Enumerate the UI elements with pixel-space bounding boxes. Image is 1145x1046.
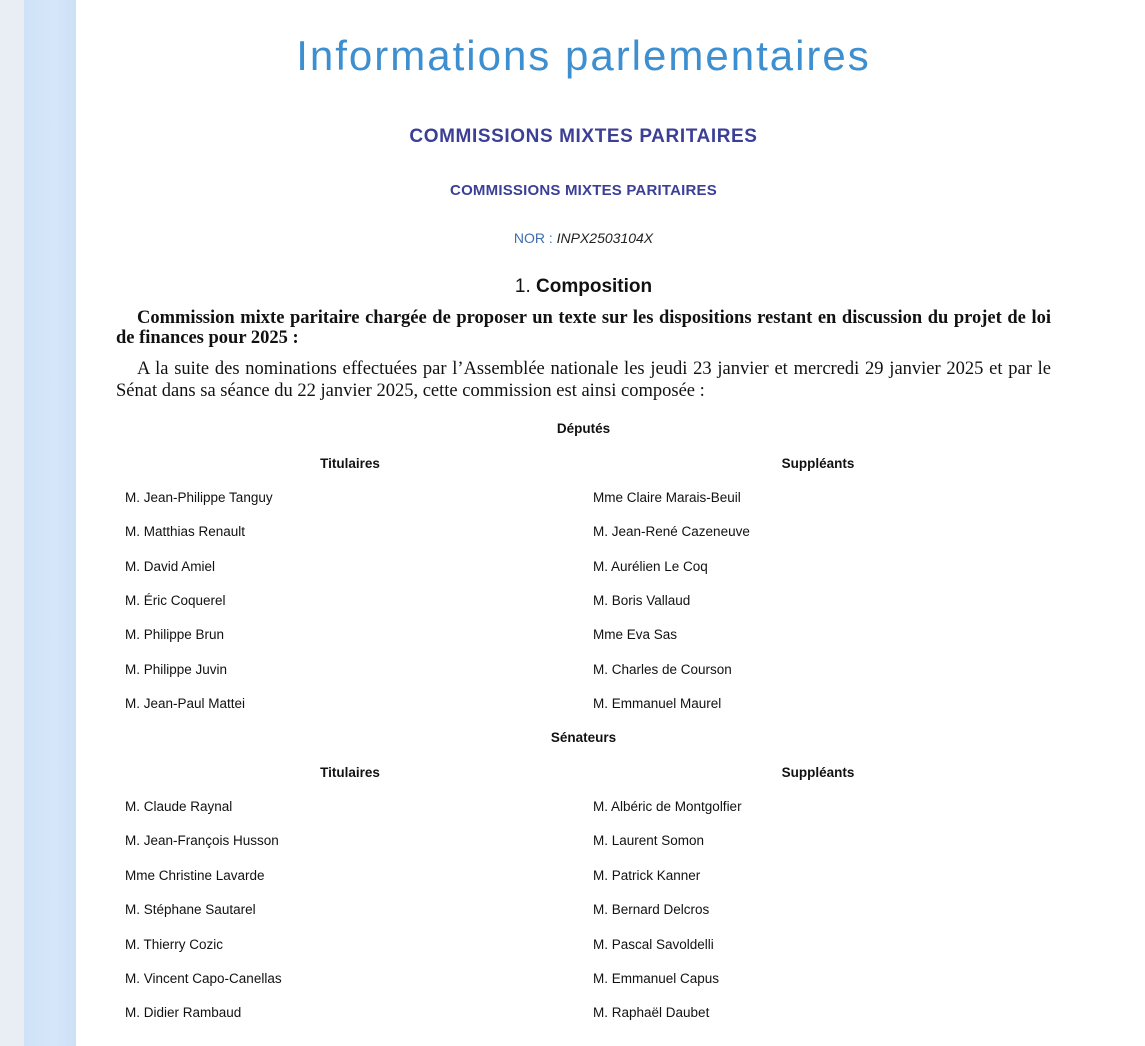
deputes-suppleants-heading: Suppléants bbox=[781, 456, 855, 471]
composition-title: Composition bbox=[536, 276, 653, 297]
deputes-titulaire: M. Jean-Philippe Tanguy bbox=[125, 490, 273, 505]
deputes-titulaire: M. Jean-Paul Mattei bbox=[125, 696, 246, 711]
senateurs-titulaires-heading: Titulaires bbox=[320, 765, 380, 780]
deputes-suppleant: Mme Eva Sas bbox=[593, 627, 678, 642]
nor-reference bbox=[76, 230, 1091, 246]
section-title: COMMISSIONS MIXTES PARITAIRES bbox=[409, 126, 758, 147]
senateurs-titulaire: M. Stéphane Sautarel bbox=[125, 902, 256, 917]
page-title: Informations parlementaires bbox=[296, 32, 871, 79]
senateurs-titulaire: M. Jean-François Husson bbox=[125, 833, 279, 848]
deputes-suppleant: M. Aurélien Le Coq bbox=[593, 559, 708, 574]
deputes-titulaire: M. Éric Coquerel bbox=[125, 593, 226, 608]
deputes-suppleant: M. Jean-René Cazeneuve bbox=[593, 524, 750, 539]
viewer-side-strip bbox=[24, 0, 76, 1046]
senateurs-titulaire: M. Thierry Cozic bbox=[125, 937, 224, 952]
senateurs-suppleant: M. Laurent Somon bbox=[593, 833, 705, 848]
senateurs-heading: Sénateurs bbox=[550, 730, 617, 745]
subsection-title: COMMISSIONS MIXTES PARITAIRES bbox=[450, 182, 717, 199]
senateurs-suppleant: M. Patrick Kanner bbox=[593, 868, 701, 883]
senateurs-suppleant: M. Albéric de Montgolfier bbox=[593, 799, 742, 814]
document-page bbox=[76, 0, 1145, 1046]
deputes-suppleant: M. Emmanuel Maurel bbox=[593, 696, 722, 711]
senateurs-suppleant: M. Pascal Savoldelli bbox=[593, 937, 714, 952]
deputes-suppleant: M. Charles de Courson bbox=[593, 662, 732, 677]
nor-label: NOR : bbox=[513, 230, 553, 246]
deputes-titulaire: M. Philippe Juvin bbox=[125, 662, 228, 677]
deputes-titulaire: M. Philippe Brun bbox=[125, 627, 225, 642]
deputes-titulaire: M. David Amiel bbox=[125, 559, 216, 574]
deputes-heading: Députés bbox=[556, 421, 611, 436]
deputes-titulaires-heading: Titulaires bbox=[320, 456, 380, 471]
deputes-suppleant: Mme Claire Marais-Beuil bbox=[593, 490, 741, 505]
composition-heading bbox=[76, 276, 1091, 298]
nor-value: INPX2503104X bbox=[556, 230, 654, 246]
senateurs-suppleant: M. Bernard Delcros bbox=[593, 902, 710, 917]
senateurs-titulaire: Mme Christine Lavarde bbox=[125, 868, 265, 883]
senateurs-titulaire: M. Claude Raynal bbox=[125, 799, 233, 814]
deputes-suppleant: M. Boris Vallaud bbox=[593, 593, 691, 608]
senateurs-suppleants-heading: Suppléants bbox=[781, 765, 855, 780]
senateurs-titulaire: M. Didier Rambaud bbox=[125, 1005, 242, 1020]
senateurs-suppleant: M. Emmanuel Capus bbox=[593, 971, 720, 986]
senateurs-titulaire: M. Vincent Capo-Canellas bbox=[125, 971, 282, 986]
senateurs-suppleant: M. Raphaël Daubet bbox=[593, 1005, 710, 1020]
intro-paragraph: A la suite des nominations effectuées par l’Assemblée nationale les jeudi 23 janvier et mercredi 29 janvier 2025 et par le Sénat dans sa séance du 22 janvier 2025, cette commission est ainsi composée : bbox=[116, 359, 1051, 401]
commission-heading: Commission mixte paritaire chargée de proposer un texte sur les dispositions restant en discussion du projet de loi de finances pour 2025 : bbox=[116, 308, 1051, 348]
composition-number: 1. bbox=[514, 276, 531, 297]
deputes-titulaire: M. Matthias Renault bbox=[125, 524, 246, 539]
